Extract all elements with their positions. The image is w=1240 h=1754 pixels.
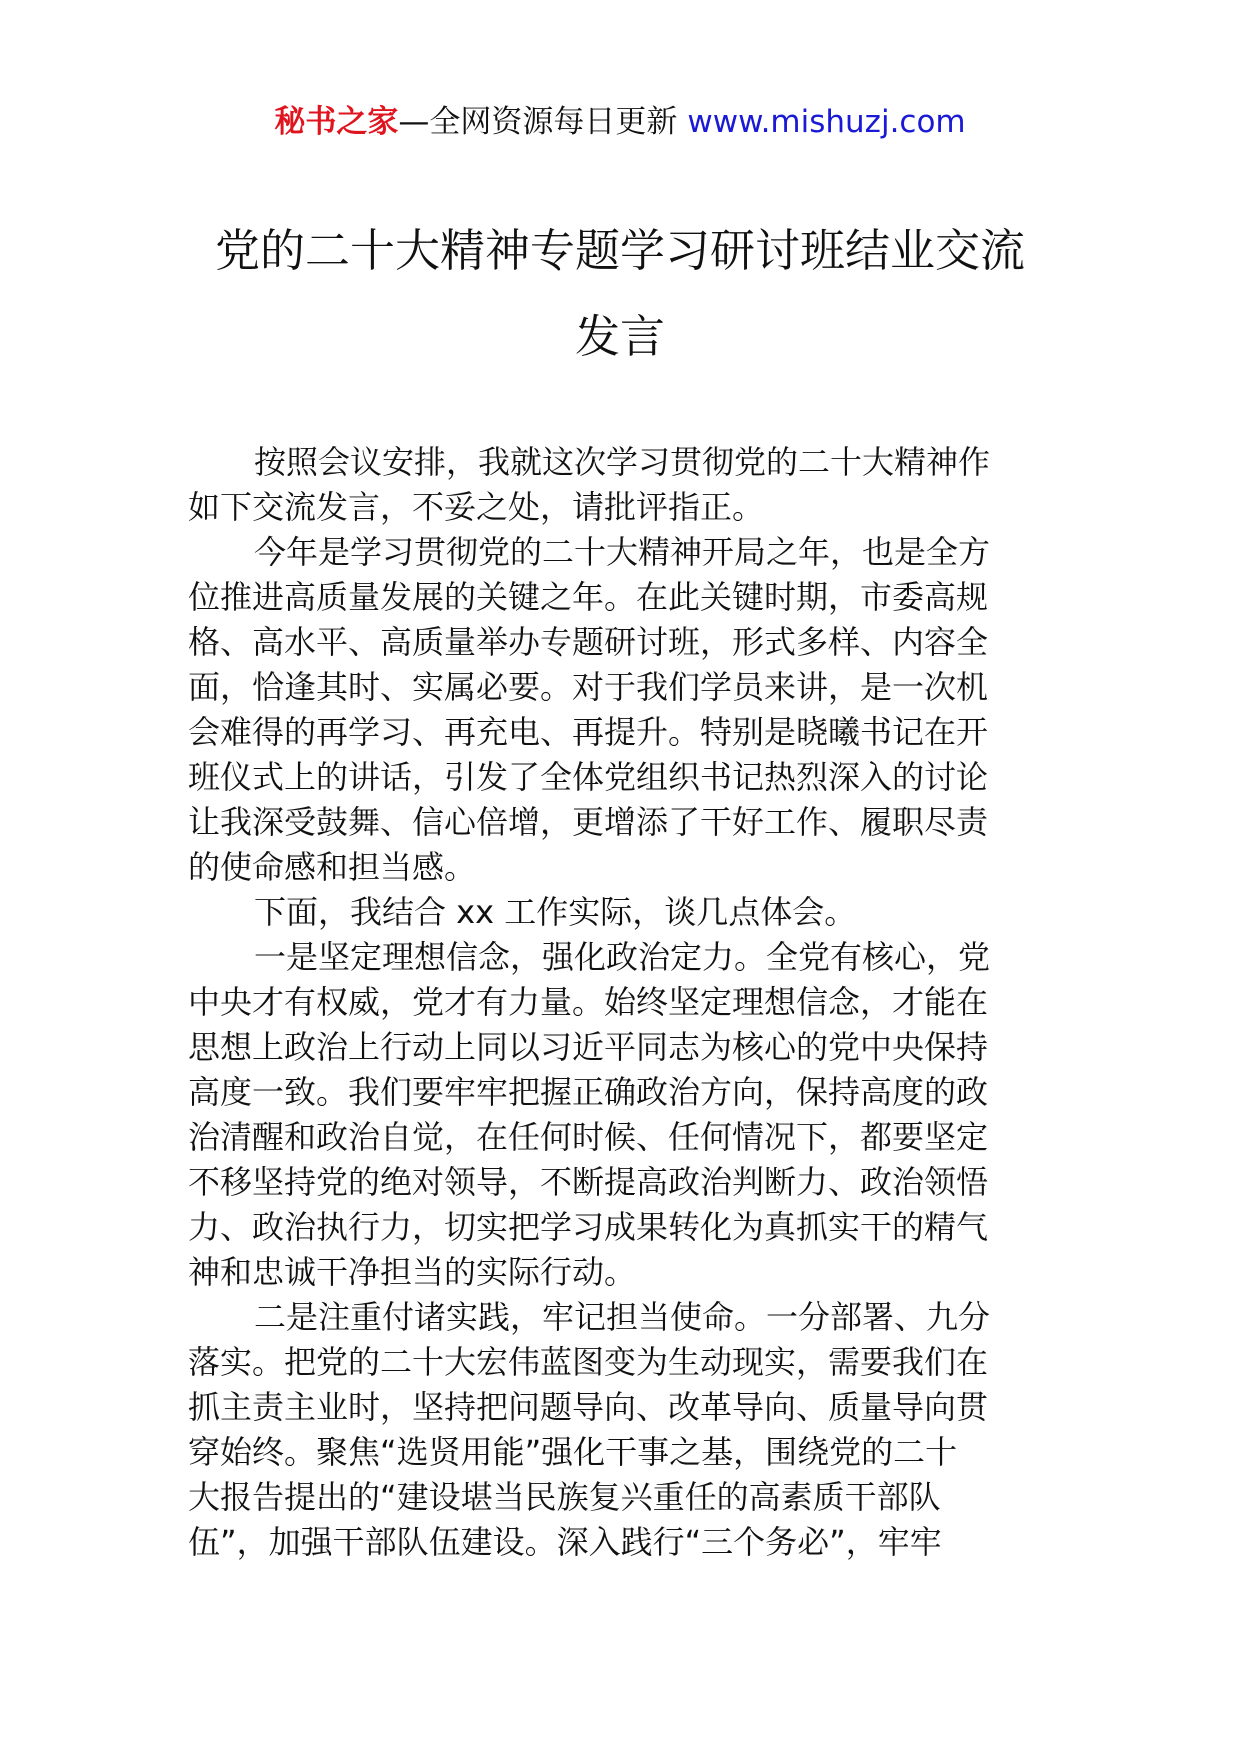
- document-body: [188, 440, 1066, 1565]
- text-line: 班仪式上的讲话，引发了全体党组织书记热烈深入的讨论: [188, 758, 989, 796]
- text-line: 面，恰逢其时、实属必要。对于我们学员来讲，是一次机: [188, 668, 989, 706]
- text-line: 穿始终。聚焦“选贤用能”强化干事之基，围绕党的二十: [188, 1433, 958, 1471]
- document-title: [150, 208, 1090, 380]
- site-header: [0, 100, 1240, 144]
- text-line: 抓主责主业时，坚持把问题导向、改革导向、质量导向贯: [188, 1388, 989, 1426]
- text-line: 不移坚持党的绝对领导，不断提高政治判断力、政治领悟: [188, 1163, 989, 1201]
- text-line: 思想上政治上行动上同以习近平同志为核心的党中央保持: [188, 1028, 989, 1066]
- document-title-line-2: 发言: [574, 310, 665, 363]
- text-line: 高度一致。我们要牢牢把握正确政治方向，保持高度的政: [188, 1073, 989, 1111]
- site-url-link[interactable]: www.mishuzj.com: [687, 104, 966, 140]
- paragraph-3: [188, 890, 1066, 935]
- paragraph-1: [188, 440, 1066, 530]
- text-line: 今年是学习贯彻党的二十大精神开局之年，也是全方: [254, 533, 991, 571]
- text-line: 二是注重付诸实践，牢记担当使命。一分部署、九分: [254, 1298, 991, 1336]
- document-title-line-1: 党的二十大精神专题学习研讨班结业交流: [214, 224, 1025, 277]
- text-line: 力、政治执行力，切实把学习成果转化为真抓实干的精气: [188, 1208, 989, 1246]
- paragraph-4: [188, 935, 1066, 1295]
- text-line: 让我深受鼓舞、信心倍增，更增添了干好工作、履职尽责: [188, 803, 989, 841]
- paragraph-5: [188, 1295, 1066, 1565]
- text-line: 一是坚定理想信念，强化政治定力。全党有核心，党: [254, 938, 991, 976]
- text-line: 中央才有权威，党才有力量。始终坚定理想信念，才能在: [188, 983, 989, 1021]
- text-line: 按照会议安排，我就这次学习贯彻党的二十大精神作: [254, 443, 991, 481]
- paragraph-2: [188, 530, 1066, 890]
- text-line: 格、高水平、高质量举办专题研讨班，形式多样、内容全: [188, 623, 989, 661]
- text-line: 落实。把党的二十大宏伟蓝图变为生动现实，需要我们在: [188, 1343, 989, 1381]
- site-tagline: —全网资源每日更新: [398, 104, 678, 140]
- text-line: 大报告提出的“建设堪当民族复兴重任的高素质干部队: [188, 1478, 941, 1516]
- text-line: 的使命感和担当感。: [188, 848, 477, 886]
- text-line: 下面，我结合 xx 工作实际，谈几点体会。: [254, 893, 857, 931]
- text-line: 神和忠诚干净担当的实际行动。: [188, 1253, 637, 1291]
- site-brand: 秘书之家: [274, 104, 399, 140]
- text-line: 治清醒和政治自觉，在任何时候、任何情况下，都要坚定: [188, 1118, 989, 1156]
- text-line: 伍”，加强干部队伍建设。深入践行“三个务必”，牢牢: [188, 1523, 942, 1561]
- text-line: 如下交流发言，不妥之处，请批评指正。: [188, 488, 765, 526]
- text-line: 位推进高质量发展的关键之年。在此关键时期，市委高规: [188, 578, 989, 616]
- text-line: 会难得的再学习、再充电、再提升。特别是晓曦书记在开: [188, 713, 989, 751]
